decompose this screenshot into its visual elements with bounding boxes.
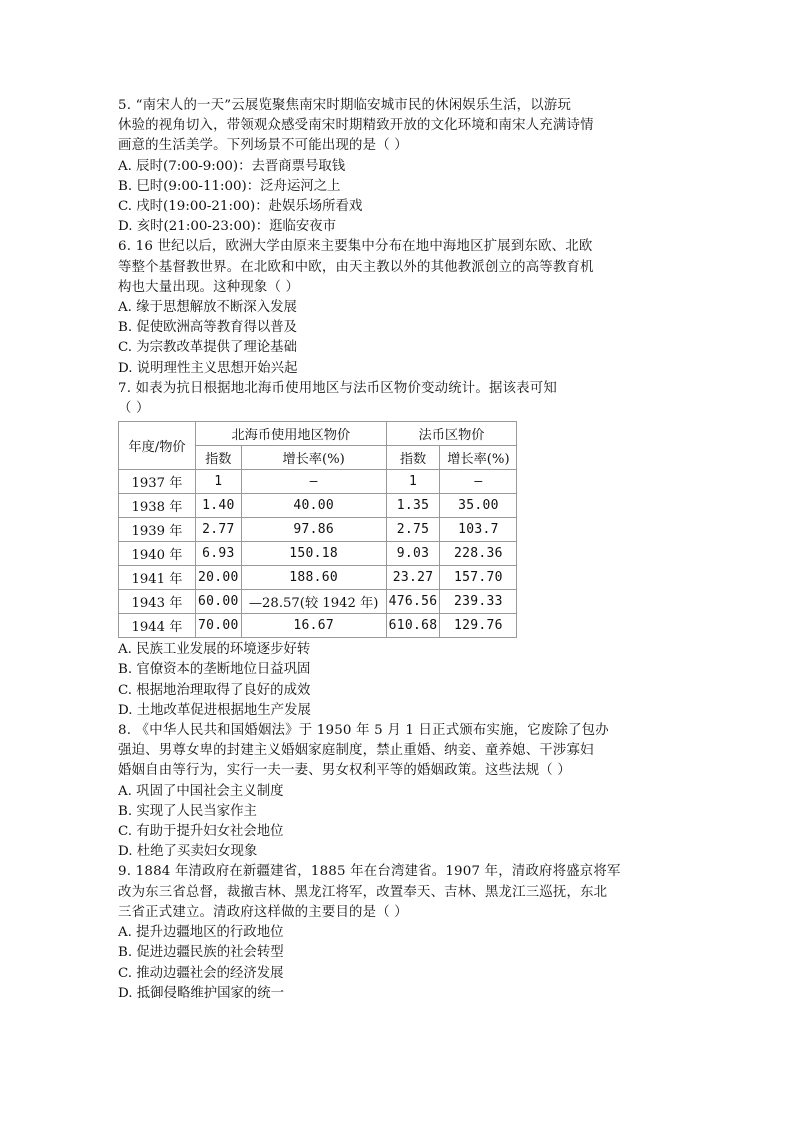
option-b[interactable]: B. 实现了人民当家作主 — [118, 803, 257, 819]
table-cell: 2.77 — [196, 518, 242, 542]
question-text-line: 7. 如表为抗日根据地北海币使用地区与法币区物价变动统计。据该表可知 — [118, 380, 557, 396]
table-subheader-index: 指数 — [196, 446, 242, 470]
option-c[interactable]: C. 推动边疆社会的经济发展 — [118, 965, 284, 981]
option-c[interactable]: C. 根据地治理取得了良好的成效 — [118, 682, 311, 698]
table-cell: 188.60 — [241, 566, 386, 590]
table-cell: 103.7 — [440, 518, 517, 542]
table-cell-year: 1940 年 — [119, 542, 196, 566]
option-d[interactable]: D. 说明理性主义思想开始兴起 — [118, 360, 298, 376]
question-text-line: 改为东三省总督，裁撤吉林、黑龙江将军，改置奉天、吉林、黑龙江三巡抚，东北 — [118, 884, 608, 900]
question-text-line: 9. 1884 年清政府在新疆建省，1885 年在台湾建省。1907 年，清政府将盛京将军 — [118, 864, 621, 880]
question-text-line: 6. 16 世纪以后，欧洲大学由原来主要集中分布在地中海地区扩展到东欧、北欧 — [118, 239, 593, 255]
question-6 — [118, 237, 680, 378]
table-cell: —28.57(较 1942 年) — [241, 590, 386, 614]
question-text-line: 画意的生活美学。下列场景不可能出现的是（ ） — [118, 138, 408, 154]
table-cell: 9.03 — [386, 542, 440, 566]
option-c[interactable]: C. 戌时(19:00-21:00)：赴娱乐场所看戏 — [118, 199, 363, 215]
option-c[interactable]: C. 为宗教改革提供了理论基础 — [118, 340, 297, 356]
option-a[interactable]: A. 缘于思想解放不断深入发展 — [118, 300, 297, 316]
table-cell: 35.00 — [440, 494, 517, 518]
question-7 — [118, 379, 680, 721]
option-c[interactable]: C. 有助于提升妇女社会地位 — [118, 824, 284, 840]
table-subheader-index: 指数 — [386, 446, 440, 470]
question-8 — [118, 721, 680, 862]
table-cell: — — [241, 470, 386, 494]
table-subheader-growth: 增长率(%) — [241, 446, 386, 470]
question-text-line: （ ） — [118, 401, 150, 417]
table-cell-year: 1938 年 — [119, 494, 196, 518]
option-b[interactable]: B. 促进边疆民族的社会转型 — [118, 945, 284, 961]
question-text-line: 8. 《中华人民共和国婚姻法》于 1950 年 5 月 1 日正式颁布实施，它废除了包办 — [118, 723, 609, 739]
table-row — [119, 614, 517, 638]
table-corner-header: 年度/物价 — [119, 422, 196, 470]
table-cell: 1.35 — [386, 494, 440, 518]
table-row — [119, 542, 517, 566]
question-text-line: 5. “南宋人的一天”云展览聚焦南宋时期临安城市民的休闲娱乐生活，以游玩 — [118, 98, 572, 113]
table-group-header-fabi: 法币区物价 — [386, 422, 517, 446]
table-cell: 610.68 — [386, 614, 440, 638]
table-cell: 150.18 — [241, 542, 386, 566]
option-a[interactable]: A. 提升边疆地区的行政地位 — [118, 925, 284, 941]
question-5 — [118, 96, 680, 237]
question-text-line: 婚姻自由等行为，实行一夫一妻、男女权利平等的婚姻政策。这些法规（ ） — [118, 763, 571, 779]
table-cell: 60.00 — [196, 590, 242, 614]
question-text-line: 构也大量出现。这种现象（ ） — [118, 279, 300, 295]
table-row — [119, 590, 517, 614]
table-group-header-beihai: 北海币使用地区物价 — [196, 422, 387, 446]
question-9 — [118, 862, 680, 1003]
table-cell-year: 1943 年 — [119, 590, 196, 614]
option-a[interactable]: A. 巩固了中国社会主义制度 — [118, 783, 284, 799]
question-text-line: 强迫、男尊女卑的封建主义婚姻家庭制度，禁止重婚、纳妾、童养媳、干涉寡妇 — [118, 743, 594, 759]
table-cell: 40.00 — [241, 494, 386, 518]
table-cell: 20.00 — [196, 566, 242, 590]
table-row — [119, 470, 517, 494]
option-d[interactable]: D. 抵御侵略维护国家的统一 — [118, 985, 285, 1001]
table-cell: 239.33 — [440, 590, 517, 614]
option-a[interactable]: A. 辰时(7:00-9:00)：去晋商票号取钱 — [118, 158, 346, 174]
option-b[interactable]: B. 巳时(9:00-11:00)：泛舟运河之上 — [118, 178, 341, 194]
option-d[interactable]: D. 亥时(21:00-23:00)：逛临安夜市 — [118, 219, 337, 235]
table-cell: 157.70 — [440, 566, 517, 590]
exam-page — [118, 96, 680, 1004]
table-cell: 2.75 — [386, 518, 440, 542]
table-row — [119, 494, 517, 518]
table-cell-year: 1939 年 — [119, 518, 196, 542]
question-text-line: 等整个基督教世界。在北欧和中欧，由天主教以外的其他教派创立的高等教育机 — [118, 259, 594, 275]
price-index-table — [118, 421, 517, 638]
table-cell: 16.67 — [241, 614, 386, 638]
option-b[interactable]: B. 促使欧洲高等教育得以普及 — [118, 320, 298, 336]
table-cell-year: 1941 年 — [119, 566, 196, 590]
table-cell: — — [440, 470, 517, 494]
table-subheader-growth: 增长率(%) — [440, 446, 517, 470]
question-text-line: 三省正式建立。清政府这样做的主要目的是（ ） — [118, 904, 408, 920]
table-cell: 23.27 — [386, 566, 440, 590]
table-cell: 476.56 — [386, 590, 440, 614]
table-row — [119, 566, 517, 590]
option-d[interactable]: D. 杜绝了买卖妇女现象 — [118, 844, 258, 860]
table-cell: 70.00 — [196, 614, 242, 638]
table-cell: 129.76 — [440, 614, 517, 638]
option-d[interactable]: D. 土地改革促进根据地生产发展 — [118, 702, 311, 718]
option-b[interactable]: B. 官僚资本的垄断地位日益巩固 — [118, 662, 311, 678]
table-cell: 97.86 — [241, 518, 386, 542]
question-text-line: 休验的视角切入，带领观众感受南宋时期精致开放的文化环境和南宋人充满诗情 — [118, 118, 594, 134]
table-cell-year: 1944 年 — [119, 614, 196, 638]
table-cell: 1 — [196, 470, 242, 494]
table-row — [119, 518, 517, 542]
table-cell: 1 — [386, 470, 440, 494]
table-cell: 228.36 — [440, 542, 517, 566]
option-a[interactable]: A. 民族工业发展的环境逐步好转 — [118, 642, 311, 658]
table-cell: 6.93 — [196, 542, 242, 566]
table-cell-year: 1937 年 — [119, 470, 196, 494]
table-cell: 1.40 — [196, 494, 242, 518]
